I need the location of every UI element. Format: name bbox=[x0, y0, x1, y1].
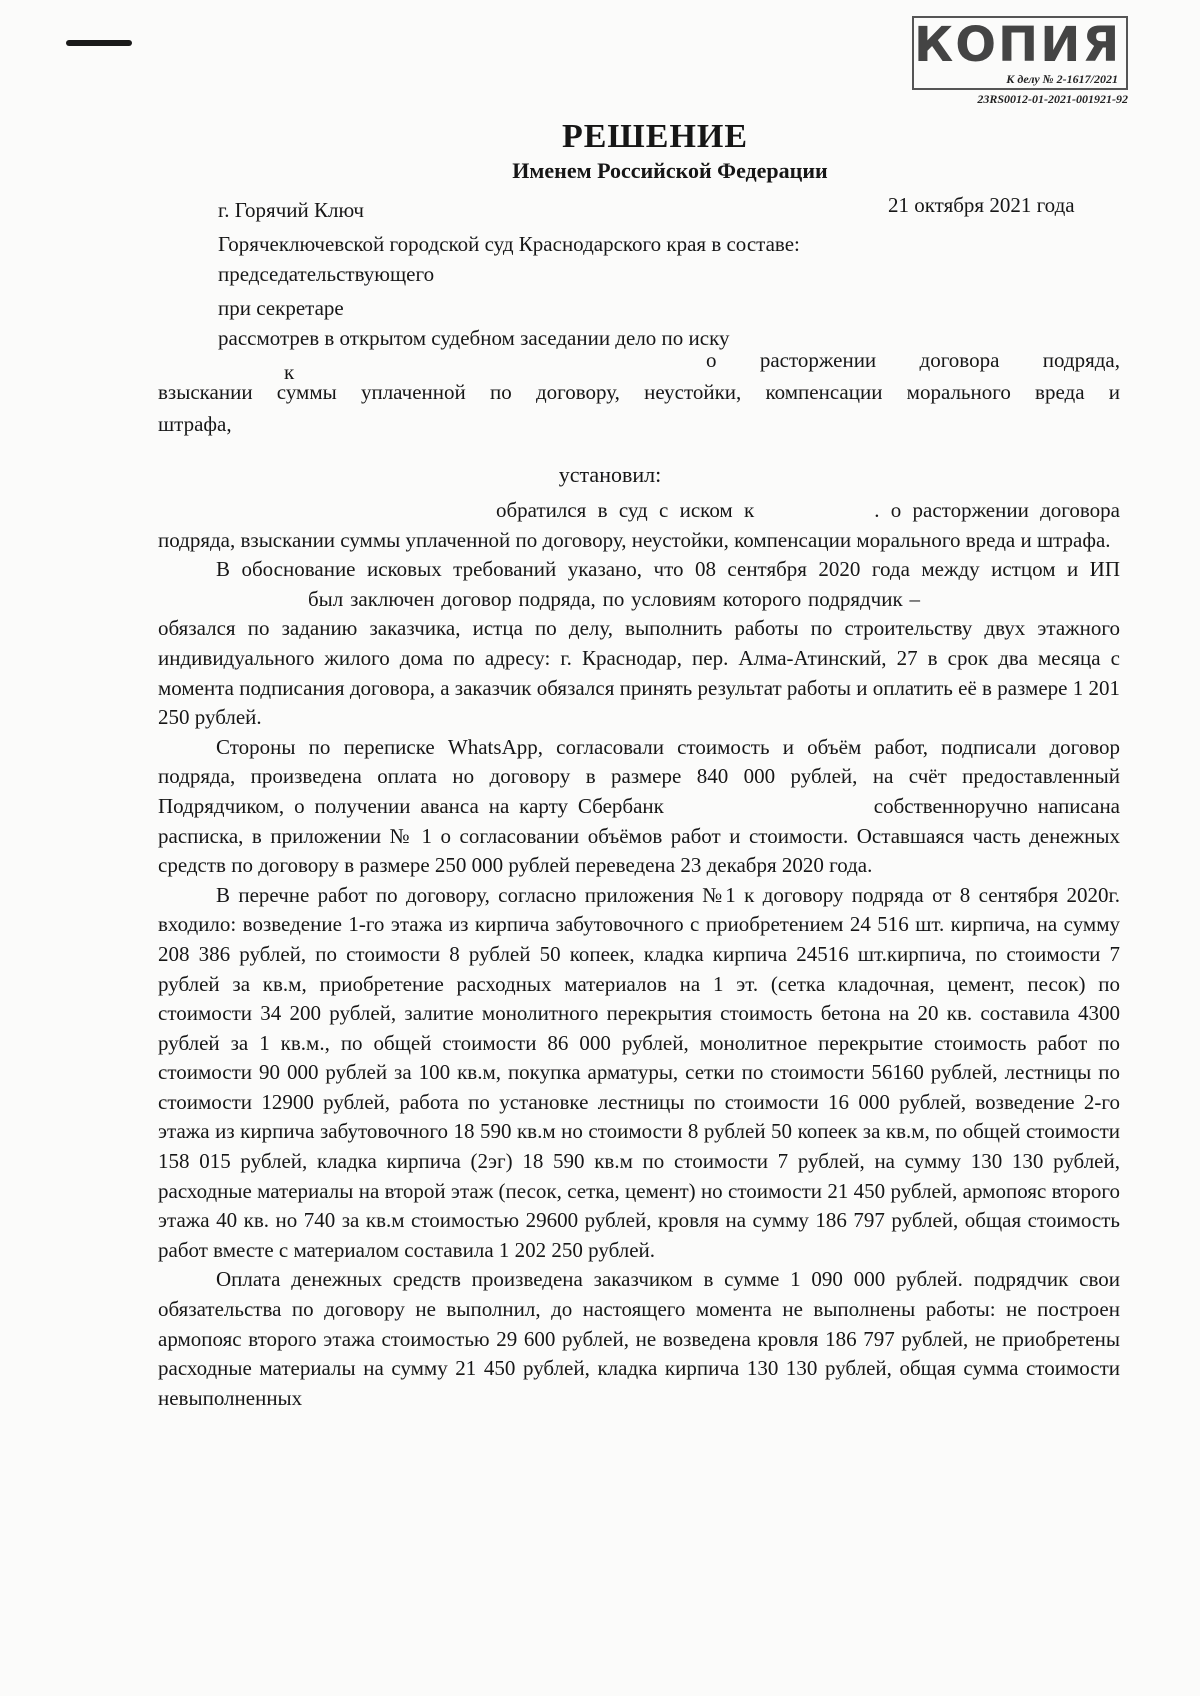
city: г. Горячий Ключ bbox=[218, 198, 364, 222]
copy-stamp bbox=[912, 16, 1128, 90]
document-title: РЕШЕНИЕ bbox=[561, 118, 749, 155]
paragraph-4: В перечне работ по договору, согласно приложения №1 к договору подряда от 8 сентября 2020г. входило: возведение 1-го этажа из кирпича забутовочного с приобретением 24 516 шт. кирпича, на сумму 208 386 рублей, по стоимости 8 рублей 50 копеек, кладка кирпича 24516 шт.кирпича, по стоимости 7 рублей за кв.м, приобретение расходных материалов на 1 эт. (сетка кладочная, цемент, песок) по стоимости 34 200 рублей, залитие монолитного перекрытия стоимость бетона на 20 кв. составила 4300 рублей за 1 кв.м., по общей стоимости 86 000 рублей, монолитное перекрытие стоимость работ по стоимости 90 000 рублей за 100 кв.м, покупка арматуры, сетки по стоимости 56160 рублей, лестницы по стоимости 12900 рублей, работа по установке лестницы по стоимости 16 000 рублей, возведение 2-го этажа из кирпича забутовочного 18 590 кв.м но стоимости 8 рублей 50 копеек за кв.м, по общей стоимости 158 015 рублей, кладка кирпича (2эг) 18 590 кв.м по стоимости 7 рублей, на сумму 130 130 рублей, расходные материалы на второй этаж (песок, сетка, цемент) но стоимости 21 450 рублей, армопояс второго этажа 40 кв. но 740 за кв.м стоимостью 29600 рублей, кровля на сумму 186 797 рублей, общая стоимость работ вместе с материалом составила 1 202 250 рублей. bbox=[158, 882, 1120, 1262]
established-heading: установил: bbox=[558, 462, 662, 487]
decision-date: 21 октября 2021 года bbox=[888, 193, 1075, 217]
subject-line-2: взыскании суммы уплаченной по договору, неустойки, компенсации морального вреда и bbox=[158, 380, 1120, 404]
corner-mark bbox=[66, 40, 132, 46]
considering-line: рассмотрев в открытом судебном заседании дело по иску bbox=[218, 326, 730, 350]
to-word: к bbox=[284, 360, 295, 384]
paragraph-3 bbox=[158, 733, 1120, 881]
p2-start: В обоснование исковых требований указано, что 08 сентября 2020 года между истцом и ИП bbox=[216, 557, 1120, 582]
stamp-case-id: 23RS0012-01-2021-001921-92 bbox=[977, 92, 1128, 106]
p3-end: собственноручно написана расписка, в приложении № 1 о согласовании объёмов работ и стоимости. Оставшаяся часть денежных средств по договору в размере 250 000 рублей переведена 23 декабря 2020 года. bbox=[158, 793, 1120, 878]
p1-start: обратился в суд с иском к bbox=[496, 498, 755, 522]
p2-end: обязался по заданию заказчика, истца по делу, выполнить работы по строительству двух этажного индивидуального жилого дома по адресу: г. Краснодар, пер. Алма-Атинский, 27 в срок два месяца с момента подписания договора, а заказчик обязался принять результат работы и оплатить её в размере 1 201 250 рублей. bbox=[158, 616, 1120, 730]
subject-line-1: о расторжении договора подряда, bbox=[706, 348, 1120, 372]
document-subtitle: Именем Российской Федерации bbox=[512, 158, 828, 183]
stamp-case-number: К делу № 2-1617/2021 bbox=[1006, 72, 1118, 86]
p3-start: Стороны по переписке WhatsApp, согласовали стоимость и объём работ, подписали договор подряда, произведена оплата но договору в размере 840 000 рублей, на счёт предоставленный Подрядчиком, о получении аванса на карту Сбербанк bbox=[158, 734, 1120, 818]
paragraph-2 bbox=[158, 555, 1120, 733]
stamp-word: КОПИЯ bbox=[914, 17, 1122, 73]
secretary-line: при секретаре bbox=[218, 296, 344, 320]
paragraph-5: Оплата денежных средств произведена заказчиком в сумме 1 090 000 рублей. подрядчик свои обязательства по договору не выполнил, до настоящего момента не выполнены работы: не построен армопояс второго этажа стоимостью 29 600 рублей, не возведена кровля 186 797 рублей, не приобретены расходные материалы на сумму 21 450 рублей, кладка кирпича 130 130 рублей, общая сумма стоимости невыполненных bbox=[158, 1267, 1120, 1410]
paragraph-1 bbox=[158, 496, 1120, 555]
p1-end: . о расторжении договора подряда, взыскании суммы уплаченной по договору, неустойки, компенсации морального вреда и штрафа. bbox=[158, 498, 1120, 552]
decision-body bbox=[158, 496, 1120, 1413]
court-line: Горячеключевской городской суд Краснодарского края в составе: bbox=[218, 232, 800, 256]
subject-line-3: штрафа, bbox=[158, 412, 232, 436]
presiding-line: председательствующего bbox=[218, 262, 435, 286]
p2-middle: был заключен договор подряда, по условиям которого подрядчик – bbox=[308, 586, 920, 611]
